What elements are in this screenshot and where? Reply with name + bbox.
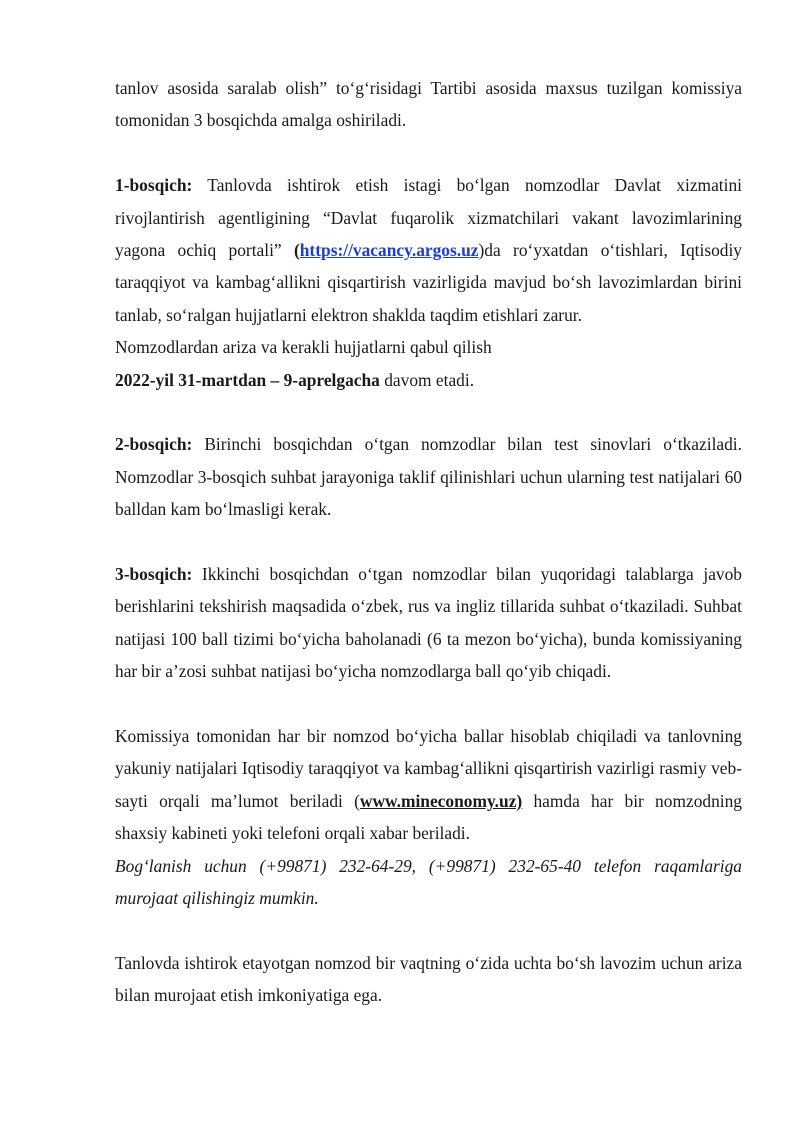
results-paragraph bbox=[115, 720, 742, 850]
vacancy-portal-link[interactable]: https://vacancy.argos.uz bbox=[299, 240, 479, 261]
mineconomy-link[interactable]: www.mineconomy.uz) bbox=[359, 790, 523, 811]
stage1-label: 1-bosqich: bbox=[115, 175, 193, 196]
closing-paragraph: Tanlovda ishtirok etayotgan nomzod bir vaqtning o‘zida uchta bo‘sh lavozim uchun ariza bilan murojaat etish imkoniyatiga ega. bbox=[115, 952, 742, 1006]
stage1-text-a: Tanlovda ishtirok etish istagi bo‘lgan nomzodlar Davlat xizmatini rivojlantirish agentligining “Davlat fuqarolik xizmatchilari vakant lavozimlarining yagona ochiq portali” bbox=[115, 175, 742, 261]
intro-paragraph: tanlov asosida saralab olish” to‘g‘risidagi Tartibi asosida maxsus tuzilgan komissiya tomonidan 3 bosqichda amalga oshiriladi. bbox=[115, 78, 742, 131]
results-text-b: hamda har bir nomzodning shaxsiy kabineti yoki telefoni orqali xabar beriladi. bbox=[115, 790, 743, 844]
acceptance-dates-line bbox=[115, 364, 742, 396]
document-page bbox=[115, 72, 742, 1012]
paragraph-gap bbox=[115, 396, 742, 428]
paragraph-gap bbox=[115, 915, 742, 947]
acceptance-dates: 2022-yil 31-martdan – 9-aprelgacha bbox=[115, 369, 380, 390]
contact-paragraph: Bog‘lanish uchun (+99871) 232-64-29, (+99871) 232-65-40 telefon raqamlariga murojaat qilishingiz mumkin. bbox=[115, 855, 742, 909]
paragraph-gap bbox=[115, 137, 742, 169]
results-text-a: Komissiya tomonidan har bir nomzod bo‘yicha ballar hisoblab chiqiladi va tanlovning yakuniy natijalari Iqtisodiy taraqqiyot va kambag‘allikni qisqartirish vazirligi rasmiy veb-sayti orqali ma’lumot beriladi ( bbox=[115, 726, 742, 811]
paragraph-gap bbox=[115, 688, 742, 720]
stage2-paragraph bbox=[115, 428, 742, 525]
acceptance-line: Nomzodlardan ariza va kerakli hujjatlarni qabul qilish bbox=[115, 337, 492, 358]
stage3-text: Ikkinchi bosqichdan o‘tgan nomzodlar bilan yuqoridagi talablarga javob berishlarini tekshirish maqsadida o‘zbek, rus va ingliz tillarida suhbat o‘tkaziladi. Suhbat natijasi 100 ball tizimi bo‘yicha baholanadi (6 ta mezon bo‘yicha), bunda komissiyaning har bir a’zosi suhbat natijasi bo‘yicha nomzodlarga ball qo‘yib chiqadi. bbox=[115, 564, 742, 682]
paragraph-gap bbox=[115, 526, 742, 558]
acceptance-dates-suffix: davom etadi. bbox=[379, 369, 475, 390]
stage2-label: 2-bosqich: bbox=[115, 434, 193, 455]
stage1-text-b: )da ro‘yxatdan o‘tishlari, Iqtisodiy taraqqiyot va kambag‘allikni qisqartirish vazirligida mavjud bo‘sh lavozimlardan birini tanlab, so‘ralgan hujjatlarni elektron shaklda taqdim etishlari zarur. bbox=[115, 240, 743, 325]
stage1-paren: ( bbox=[293, 240, 300, 261]
stage2-text: Birinchi bosqichdan o‘tgan nomzodlar bilan test sinovlari o‘tkaziladi. Nomzodlar 3-bosqich suhbat jarayoniga taklif qilinishlari uchun ularning test natijalari 60 balldan kam bo‘lmasligi kerak. bbox=[115, 434, 742, 520]
stage1-paragraph bbox=[115, 169, 742, 331]
stage3-label: 3-bosqich: bbox=[115, 564, 193, 585]
stage3-paragraph bbox=[115, 558, 742, 688]
